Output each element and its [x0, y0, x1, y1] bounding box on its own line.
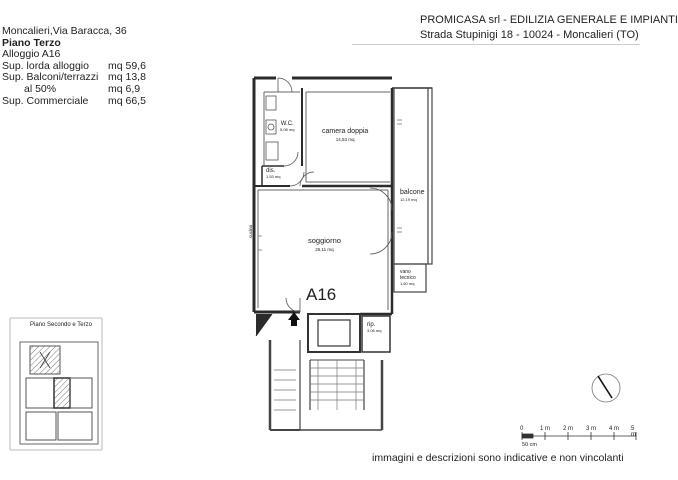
room-label-veranda [400, 270, 416, 287]
room-area: 14,53 mq [335, 137, 355, 142]
room-name: camera doppia [322, 128, 369, 135]
entrance-arrow-icon [288, 312, 300, 326]
room-area: 3,06 mq [367, 328, 382, 333]
unit-label: A16 [306, 285, 337, 304]
scale-tick-label: 0 [520, 426, 524, 432]
room-label-bedroom [322, 128, 368, 144]
company-address: Strada Stupinigi 18 - 10024 - Moncalieri (TO) [420, 29, 639, 41]
room-name-sub: tecnico [400, 274, 416, 281]
room-area: 1,60 mq [400, 281, 415, 286]
room-name: balcone [400, 189, 425, 196]
room-label-storage [367, 322, 381, 334]
room-label-balcony [400, 189, 425, 203]
kitchen-wall-label: cucina [248, 224, 253, 238]
lift-shaft [308, 314, 360, 352]
area-label: Sup. lorda alloggio [2, 59, 89, 72]
scale-tick-label: 1 m [540, 426, 551, 432]
room-area: 5,08 mq [280, 127, 295, 132]
area-label: al 50% [24, 82, 57, 95]
room-label-dis [266, 168, 280, 180]
disclaimer-text: immagini e descrizioni sono indicative e non vincolanti [372, 452, 624, 464]
room-label-wc [280, 121, 294, 133]
room-name: vano [400, 269, 411, 275]
bathroom-fixtures [266, 96, 278, 160]
door-arcs [278, 78, 392, 312]
room-area: 26,11 mq [315, 247, 334, 252]
address-text: Moncalieri,Via Baracca, 36 [2, 25, 127, 37]
area-label: Sup. Balconi/terrazzi [2, 71, 99, 84]
room-area: 1,53 mq [266, 174, 281, 179]
key-plan-title: Piano Secondo e Terzo [30, 322, 92, 328]
area-label: Sup. Commerciale [2, 94, 89, 107]
room-label-living [308, 236, 341, 254]
north-arrow-icon [592, 374, 620, 402]
scale-tick-label: 3 m [586, 426, 597, 432]
scale-tick-label: 5 m [631, 426, 636, 438]
stairwell [270, 340, 382, 430]
area-value: mq 66,5 [108, 94, 146, 107]
room-name: soggiorno [308, 236, 341, 245]
room-name: W.C. [280, 121, 294, 127]
floor-text: Piano Terzo [2, 36, 61, 49]
area-value: mq 6,9 [108, 82, 141, 95]
room-name: rip. [367, 322, 376, 328]
area-value: mq 13,8 [108, 71, 146, 84]
room-area: 12,19 mq [400, 197, 417, 202]
scale-tick-label: 2 m [563, 426, 574, 432]
unit-text: Alloggio A16 [2, 48, 61, 61]
company-name: PROMICASA srl - EDILIZIA GENERALE E IMPIANTI [420, 14, 678, 26]
scale-tick-label: 4 m [609, 426, 620, 432]
inner-walls [258, 92, 390, 310]
room-name: dis. [266, 168, 276, 174]
scale-sub-label: 50 cm [522, 442, 537, 448]
scale-bar [522, 432, 636, 440]
area-value: mq 59,6 [108, 59, 146, 72]
key-plan [10, 318, 102, 450]
stair-steps [274, 360, 364, 410]
